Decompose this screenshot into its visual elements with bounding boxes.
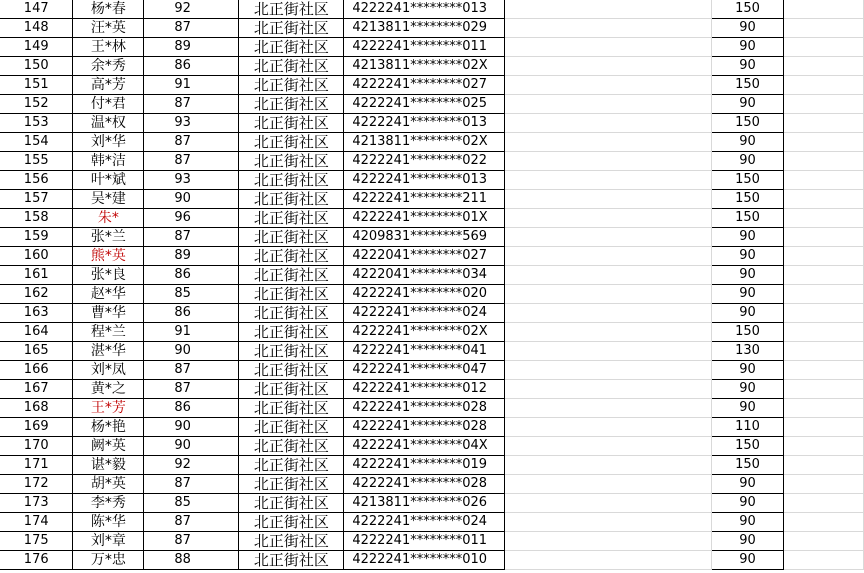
- serial-number-cell[interactable]: 159: [0, 228, 73, 247]
- empty-cell[interactable]: [784, 114, 864, 133]
- table-row: [0, 0, 864, 19]
- community-cell[interactable]: 北正街社区: [239, 266, 344, 285]
- score-cell[interactable]: 89: [144, 38, 239, 57]
- amount-cell[interactable]: 90: [712, 133, 784, 152]
- id-number-cell[interactable]: 4222241********020: [344, 285, 505, 304]
- amount-cell[interactable]: 90: [712, 361, 784, 380]
- score-cell[interactable]: 91: [144, 76, 239, 95]
- score-cell[interactable]: 87: [144, 133, 239, 152]
- score-cell[interactable]: 87: [144, 152, 239, 171]
- amount-cell[interactable]: 150: [712, 456, 784, 475]
- serial-number-cell[interactable]: 169: [0, 418, 73, 437]
- name-cell[interactable]: 王*林: [73, 38, 144, 57]
- table-row: [0, 418, 864, 437]
- community-cell[interactable]: 北正街社区: [239, 380, 344, 399]
- empty-cell[interactable]: [505, 38, 712, 57]
- empty-cell[interactable]: [505, 361, 712, 380]
- score-cell[interactable]: 90: [144, 437, 239, 456]
- empty-cell[interactable]: [784, 304, 864, 323]
- community-cell[interactable]: 北正街社区: [239, 475, 344, 494]
- empty-cell[interactable]: [505, 171, 712, 190]
- amount-cell[interactable]: 90: [712, 494, 784, 513]
- amount-cell[interactable]: 90: [712, 399, 784, 418]
- serial-number-cell[interactable]: 163: [0, 304, 73, 323]
- community-cell[interactable]: 北正街社区: [239, 513, 344, 532]
- id-number-cell[interactable]: 4222241********013: [344, 0, 505, 19]
- amount-cell[interactable]: 150: [712, 323, 784, 342]
- score-cell[interactable]: 92: [144, 0, 239, 19]
- empty-cell[interactable]: [784, 247, 864, 266]
- serial-number-cell[interactable]: 151: [0, 76, 73, 95]
- score-cell[interactable]: 93: [144, 114, 239, 133]
- empty-cell[interactable]: [784, 38, 864, 57]
- community-cell[interactable]: 北正街社区: [239, 456, 344, 475]
- table-row: [0, 38, 864, 57]
- amount-cell[interactable]: 150: [712, 76, 784, 95]
- serial-number-cell[interactable]: 162: [0, 285, 73, 304]
- id-number-cell[interactable]: 4222241********019: [344, 456, 505, 475]
- empty-cell[interactable]: [505, 380, 712, 399]
- community-cell[interactable]: 北正街社区: [239, 418, 344, 437]
- empty-cell[interactable]: [784, 456, 864, 475]
- id-number-cell[interactable]: 4209831********569: [344, 228, 505, 247]
- empty-cell[interactable]: [505, 304, 712, 323]
- table-row: [0, 190, 864, 209]
- score-cell[interactable]: 87: [144, 228, 239, 247]
- id-number-cell[interactable]: 4222041********034: [344, 266, 505, 285]
- id-number-cell[interactable]: 4222241********01X: [344, 209, 505, 228]
- empty-cell[interactable]: [505, 190, 712, 209]
- serial-number-cell[interactable]: 147: [0, 0, 73, 19]
- empty-cell[interactable]: [784, 266, 864, 285]
- empty-cell[interactable]: [505, 475, 712, 494]
- amount-cell[interactable]: 90: [712, 95, 784, 114]
- serial-number-cell[interactable]: 171: [0, 456, 73, 475]
- amount-cell[interactable]: 150: [712, 0, 784, 19]
- score-cell[interactable]: 89: [144, 247, 239, 266]
- serial-number-cell[interactable]: 173: [0, 494, 73, 513]
- name-cell[interactable]: 吴*建: [73, 190, 144, 209]
- empty-cell[interactable]: [784, 228, 864, 247]
- empty-cell[interactable]: [784, 532, 864, 551]
- empty-cell[interactable]: [784, 285, 864, 304]
- empty-cell[interactable]: [784, 342, 864, 361]
- serial-number-cell[interactable]: 148: [0, 19, 73, 38]
- community-cell[interactable]: 北正街社区: [239, 76, 344, 95]
- empty-cell[interactable]: [505, 266, 712, 285]
- name-cell[interactable]: 韩*洁: [73, 152, 144, 171]
- table-row: [0, 532, 864, 551]
- community-cell[interactable]: 北正街社区: [239, 361, 344, 380]
- score-cell[interactable]: 87: [144, 513, 239, 532]
- table-row: [0, 304, 864, 323]
- amount-cell[interactable]: 150: [712, 437, 784, 456]
- community-cell[interactable]: 北正街社区: [239, 399, 344, 418]
- id-number-cell[interactable]: 4222241********022: [344, 152, 505, 171]
- amount-cell[interactable]: 150: [712, 190, 784, 209]
- empty-cell[interactable]: [505, 456, 712, 475]
- community-cell[interactable]: 北正街社区: [239, 437, 344, 456]
- id-number-cell[interactable]: 4213811********029: [344, 19, 505, 38]
- amount-cell[interactable]: 90: [712, 152, 784, 171]
- name-cell[interactable]: 杨*艳: [73, 418, 144, 437]
- id-number-cell[interactable]: 4213811********026: [344, 494, 505, 513]
- id-number-cell[interactable]: 4222241********011: [344, 38, 505, 57]
- community-cell[interactable]: 北正街社区: [239, 228, 344, 247]
- score-cell[interactable]: 87: [144, 95, 239, 114]
- id-number-cell[interactable]: 4222241********010: [344, 551, 505, 570]
- name-cell[interactable]: 曹*华: [73, 304, 144, 323]
- table-row: [0, 285, 864, 304]
- amount-cell[interactable]: 90: [712, 475, 784, 494]
- serial-number-cell[interactable]: 153: [0, 114, 73, 133]
- table-row: [0, 57, 864, 76]
- empty-cell[interactable]: [505, 532, 712, 551]
- id-number-cell[interactable]: 4222241********024: [344, 513, 505, 532]
- amount-cell[interactable]: 90: [712, 285, 784, 304]
- empty-cell[interactable]: [505, 209, 712, 228]
- empty-cell[interactable]: [505, 437, 712, 456]
- empty-cell[interactable]: [784, 190, 864, 209]
- score-cell[interactable]: 87: [144, 19, 239, 38]
- amount-cell[interactable]: 90: [712, 532, 784, 551]
- name-cell[interactable]: 叶*斌: [73, 171, 144, 190]
- name-cell[interactable]: 张*兰: [73, 228, 144, 247]
- score-cell[interactable]: 87: [144, 380, 239, 399]
- table-row: [0, 456, 864, 475]
- table-row: [0, 551, 864, 570]
- name-cell[interactable]: 黄*之: [73, 380, 144, 399]
- score-cell[interactable]: 86: [144, 399, 239, 418]
- empty-cell[interactable]: [784, 361, 864, 380]
- amount-cell[interactable]: 90: [712, 380, 784, 399]
- community-cell[interactable]: 北正街社区: [239, 95, 344, 114]
- community-cell[interactable]: 北正街社区: [239, 494, 344, 513]
- name-cell[interactable]: 余*秀: [73, 57, 144, 76]
- amount-cell[interactable]: 150: [712, 114, 784, 133]
- table-row: [0, 152, 864, 171]
- empty-cell[interactable]: [784, 513, 864, 532]
- empty-cell[interactable]: [505, 494, 712, 513]
- community-cell[interactable]: 北正街社区: [239, 285, 344, 304]
- empty-cell[interactable]: [784, 76, 864, 95]
- empty-cell[interactable]: [505, 418, 712, 437]
- name-cell[interactable]: 王*芳: [73, 399, 144, 418]
- id-number-cell[interactable]: 4222241********013: [344, 171, 505, 190]
- serial-number-cell[interactable]: 166: [0, 361, 73, 380]
- empty-cell[interactable]: [505, 114, 712, 133]
- serial-number-cell[interactable]: 160: [0, 247, 73, 266]
- amount-cell[interactable]: 90: [712, 304, 784, 323]
- score-cell[interactable]: 87: [144, 475, 239, 494]
- table-row: [0, 342, 864, 361]
- table-row: [0, 513, 864, 532]
- serial-number-cell[interactable]: 150: [0, 57, 73, 76]
- serial-number-cell[interactable]: 175: [0, 532, 73, 551]
- empty-cell[interactable]: [505, 95, 712, 114]
- empty-cell[interactable]: [505, 133, 712, 152]
- community-cell[interactable]: 北正街社区: [239, 19, 344, 38]
- community-cell[interactable]: 北正街社区: [239, 152, 344, 171]
- id-number-cell[interactable]: 4222241********027: [344, 76, 505, 95]
- name-cell[interactable]: 程*兰: [73, 323, 144, 342]
- id-number-cell[interactable]: 4222241********012: [344, 380, 505, 399]
- community-cell[interactable]: 北正街社区: [239, 190, 344, 209]
- name-cell[interactable]: 付*君: [73, 95, 144, 114]
- id-number-cell[interactable]: 4222241********041: [344, 342, 505, 361]
- amount-cell[interactable]: 90: [712, 247, 784, 266]
- empty-cell[interactable]: [505, 228, 712, 247]
- empty-cell[interactable]: [505, 0, 712, 19]
- serial-number-cell[interactable]: 154: [0, 133, 73, 152]
- amount-cell[interactable]: 90: [712, 266, 784, 285]
- name-cell[interactable]: 阙*英: [73, 437, 144, 456]
- empty-cell[interactable]: [784, 380, 864, 399]
- serial-number-cell[interactable]: 157: [0, 190, 73, 209]
- score-cell[interactable]: 88: [144, 551, 239, 570]
- name-cell[interactable]: 杨*春: [73, 0, 144, 19]
- table-row: [0, 228, 864, 247]
- amount-cell[interactable]: 110: [712, 418, 784, 437]
- serial-number-cell[interactable]: 164: [0, 323, 73, 342]
- name-cell[interactable]: 温*权: [73, 114, 144, 133]
- empty-cell[interactable]: [505, 342, 712, 361]
- table-row: [0, 494, 864, 513]
- score-cell[interactable]: 87: [144, 532, 239, 551]
- serial-number-cell[interactable]: 167: [0, 380, 73, 399]
- table-row: [0, 19, 864, 38]
- empty-cell[interactable]: [505, 323, 712, 342]
- name-cell[interactable]: 赵*华: [73, 285, 144, 304]
- table-row: [0, 133, 864, 152]
- amount-cell[interactable]: 150: [712, 209, 784, 228]
- amount-cell[interactable]: 90: [712, 38, 784, 57]
- table-row: [0, 399, 864, 418]
- id-number-cell[interactable]: 4222241********013: [344, 114, 505, 133]
- empty-cell[interactable]: [784, 152, 864, 171]
- empty-cell[interactable]: [784, 551, 864, 570]
- score-cell[interactable]: 93: [144, 171, 239, 190]
- empty-cell[interactable]: [784, 494, 864, 513]
- score-cell[interactable]: 85: [144, 494, 239, 513]
- table-row: [0, 266, 864, 285]
- id-number-cell[interactable]: 4222241********04X: [344, 437, 505, 456]
- serial-number-cell[interactable]: 165: [0, 342, 73, 361]
- empty-cell[interactable]: [505, 285, 712, 304]
- table-row: [0, 475, 864, 494]
- name-cell[interactable]: 朱*: [73, 209, 144, 228]
- empty-cell[interactable]: [505, 76, 712, 95]
- empty-cell[interactable]: [505, 19, 712, 38]
- amount-cell[interactable]: 90: [712, 19, 784, 38]
- amount-cell[interactable]: 90: [712, 57, 784, 76]
- table-row: [0, 247, 864, 266]
- empty-cell[interactable]: [505, 551, 712, 570]
- table-row: [0, 380, 864, 399]
- name-cell[interactable]: 陈*华: [73, 513, 144, 532]
- id-number-cell[interactable]: 4213811********02X: [344, 57, 505, 76]
- community-cell[interactable]: 北正街社区: [239, 133, 344, 152]
- table-row: [0, 323, 864, 342]
- community-cell[interactable]: 北正街社区: [239, 304, 344, 323]
- empty-cell[interactable]: [784, 95, 864, 114]
- serial-number-cell[interactable]: 170: [0, 437, 73, 456]
- empty-cell[interactable]: [784, 171, 864, 190]
- empty-cell[interactable]: [784, 209, 864, 228]
- empty-cell[interactable]: [784, 0, 864, 19]
- community-cell[interactable]: 北正街社区: [239, 247, 344, 266]
- table-row: [0, 95, 864, 114]
- score-cell[interactable]: 92: [144, 456, 239, 475]
- amount-cell[interactable]: 90: [712, 228, 784, 247]
- id-number-cell[interactable]: 4222241********028: [344, 418, 505, 437]
- table-row: [0, 437, 864, 456]
- name-cell[interactable]: 万*忠: [73, 551, 144, 570]
- name-cell[interactable]: 刘*凤: [73, 361, 144, 380]
- name-cell[interactable]: 湛*华: [73, 342, 144, 361]
- empty-cell[interactable]: [784, 418, 864, 437]
- score-cell[interactable]: 96: [144, 209, 239, 228]
- serial-number-cell[interactable]: 152: [0, 95, 73, 114]
- name-cell[interactable]: 胡*英: [73, 475, 144, 494]
- serial-number-cell[interactable]: 155: [0, 152, 73, 171]
- serial-number-cell[interactable]: 149: [0, 38, 73, 57]
- score-cell[interactable]: 86: [144, 266, 239, 285]
- empty-cell[interactable]: [505, 152, 712, 171]
- amount-cell[interactable]: 150: [712, 171, 784, 190]
- score-cell[interactable]: 90: [144, 418, 239, 437]
- empty-cell[interactable]: [784, 133, 864, 152]
- community-cell[interactable]: 北正街社区: [239, 171, 344, 190]
- score-cell[interactable]: 87: [144, 361, 239, 380]
- score-cell[interactable]: 90: [144, 190, 239, 209]
- serial-number-cell[interactable]: 168: [0, 399, 73, 418]
- empty-cell[interactable]: [784, 437, 864, 456]
- id-number-cell[interactable]: 4222241********025: [344, 95, 505, 114]
- serial-number-cell[interactable]: 161: [0, 266, 73, 285]
- name-cell[interactable]: 高*芳: [73, 76, 144, 95]
- name-cell[interactable]: 张*良: [73, 266, 144, 285]
- score-cell[interactable]: 86: [144, 57, 239, 76]
- amount-cell[interactable]: 130: [712, 342, 784, 361]
- name-cell[interactable]: 汪*英: [73, 19, 144, 38]
- name-cell[interactable]: 谌*毅: [73, 456, 144, 475]
- id-number-cell[interactable]: 4222241********011: [344, 532, 505, 551]
- id-number-cell[interactable]: 4222241********047: [344, 361, 505, 380]
- serial-number-cell[interactable]: 174: [0, 513, 73, 532]
- empty-cell[interactable]: [784, 323, 864, 342]
- amount-cell[interactable]: 90: [712, 513, 784, 532]
- id-number-cell[interactable]: 4222041********027: [344, 247, 505, 266]
- id-number-cell[interactable]: 4222241********02X: [344, 323, 505, 342]
- community-cell[interactable]: 北正街社区: [239, 57, 344, 76]
- table-row: [0, 171, 864, 190]
- community-cell[interactable]: 北正街社区: [239, 532, 344, 551]
- serial-number-cell[interactable]: 156: [0, 171, 73, 190]
- community-cell[interactable]: 北正街社区: [239, 114, 344, 133]
- score-cell[interactable]: 86: [144, 304, 239, 323]
- empty-cell[interactable]: [505, 399, 712, 418]
- id-number-cell[interactable]: 4213811********02X: [344, 133, 505, 152]
- score-cell[interactable]: 85: [144, 285, 239, 304]
- table-row: [0, 209, 864, 228]
- serial-number-cell[interactable]: 176: [0, 551, 73, 570]
- community-cell[interactable]: 北正街社区: [239, 342, 344, 361]
- id-number-cell[interactable]: 4222241********028: [344, 475, 505, 494]
- score-cell[interactable]: 90: [144, 342, 239, 361]
- name-cell[interactable]: 熊*英: [73, 247, 144, 266]
- table-row: [0, 361, 864, 380]
- community-cell[interactable]: 北正街社区: [239, 209, 344, 228]
- table-row: [0, 76, 864, 95]
- serial-number-cell[interactable]: 158: [0, 209, 73, 228]
- id-number-cell[interactable]: 4222241********024: [344, 304, 505, 323]
- table-row: [0, 114, 864, 133]
- serial-number-cell[interactable]: 172: [0, 475, 73, 494]
- empty-cell[interactable]: [784, 19, 864, 38]
- score-cell[interactable]: 91: [144, 323, 239, 342]
- community-cell[interactable]: 北正街社区: [239, 323, 344, 342]
- name-cell[interactable]: 刘*华: [73, 133, 144, 152]
- community-cell[interactable]: 北正街社区: [239, 551, 344, 570]
- empty-cell[interactable]: [505, 513, 712, 532]
- empty-cell[interactable]: [784, 475, 864, 494]
- community-cell[interactable]: 北正街社区: [239, 38, 344, 57]
- empty-cell[interactable]: [784, 399, 864, 418]
- id-number-cell[interactable]: 4222241********028: [344, 399, 505, 418]
- amount-cell[interactable]: 90: [712, 551, 784, 570]
- community-cell[interactable]: 北正街社区: [239, 0, 344, 19]
- empty-cell[interactable]: [505, 57, 712, 76]
- empty-cell[interactable]: [505, 247, 712, 266]
- empty-cell[interactable]: [784, 57, 864, 76]
- id-number-cell[interactable]: 4222241********211: [344, 190, 505, 209]
- name-cell[interactable]: 刘*章: [73, 532, 144, 551]
- name-cell[interactable]: 李*秀: [73, 494, 144, 513]
